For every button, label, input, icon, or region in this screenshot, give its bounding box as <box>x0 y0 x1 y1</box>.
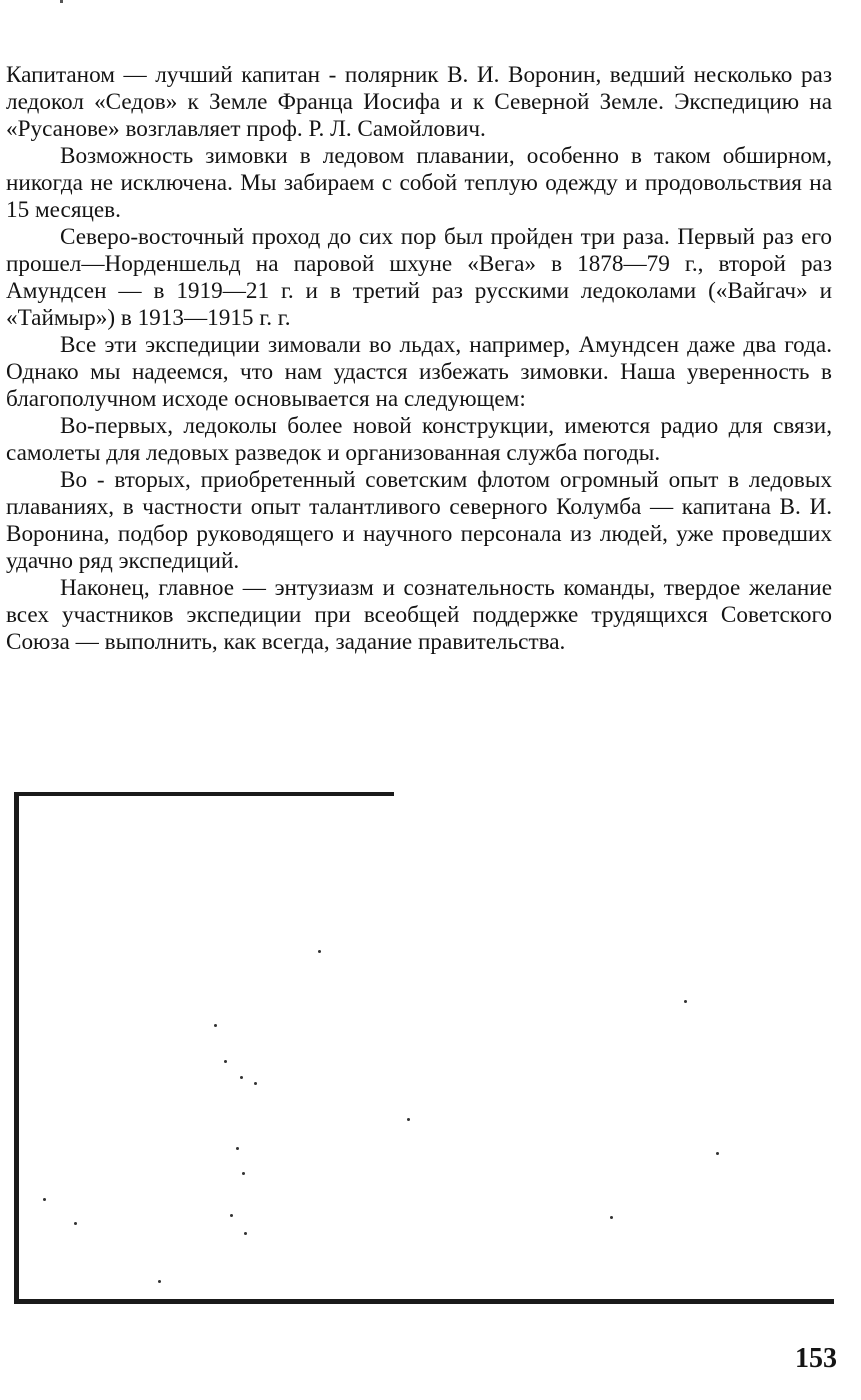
frame-bottom-rule <box>14 1299 834 1304</box>
print-speck <box>716 1152 719 1155</box>
print-speck <box>230 1214 233 1217</box>
paragraph-finally: Наконец, главное — энтузиазм и сознательность команды, твердое желание всех участников экспедиции при всеобщей поддержке трудящихся Советского Союза — выполнить, как всегда, задание правительства. <box>6 575 832 655</box>
print-speck <box>318 950 321 953</box>
print-speck <box>407 1118 410 1121</box>
page-number: 153 <box>795 1343 837 1374</box>
print-speck <box>158 1280 161 1283</box>
print-speck <box>236 1147 239 1150</box>
paragraph-secondly: Во - вторых, приобретенный советским флотом огромный опыт в ледовых плаваниях, в частности опыт талантливого северного Колумба — капитана В. И. Воронина, подбор руководящего и научного персонала из людей, уже проведших удачно ряд экспедиций. <box>6 467 832 574</box>
paragraph-wintering: Возможность зимовки в ледовом плавании, особенно в таком обширном, никогда не исключена. Мы забираем с собой теплую одежду и продовольствия на 15 месяцев. <box>6 143 832 223</box>
print-speck <box>74 1222 77 1225</box>
print-speck <box>224 1060 227 1063</box>
print-speck <box>214 1024 217 1027</box>
print-speck <box>240 1076 243 1079</box>
frame-left-rule <box>14 792 19 1304</box>
print-speck <box>60 0 63 3</box>
paragraph-expeditions-wintered: Все эти экспедиции зимовали во льдах, например, Амундсен даже два года. Однако мы надеемся, что нам удастся избежать зимовки. Наша уверенность в благополучном исходе основывается на следующем: <box>6 332 832 412</box>
paragraph-captain: Капитаном — лучший капитан - полярник В. И. Воронин, ведший несколько раз ледокол «Седов» к Земле Франца Иосифа и к Северной Земле. Экспедицию на «Русанове» возглавляет проф. Р. Л. Самойлович. <box>6 62 832 142</box>
paragraph-northeast-passage: Северо-восточный проход до сих пор был пройден три раза. Первый раз его прошел—Норденшельд на паровой шхуне «Вега» в 1878—79 г., второй раз Амундсен — в 1919—21 г. и в третий раз русскими ледоколами («Вайгач» и «Таймыр») в 1913—1915 г. г. <box>6 224 832 331</box>
print-speck <box>244 1232 247 1235</box>
print-speck <box>43 1198 46 1201</box>
blank-figure-frame <box>14 792 834 1304</box>
frame-top-rule <box>14 792 394 796</box>
print-speck <box>684 1000 687 1003</box>
print-speck <box>610 1216 613 1219</box>
print-speck <box>242 1172 245 1175</box>
print-speck <box>254 1082 257 1085</box>
paragraph-firstly: Во-первых, ледоколы более новой конструкции, имеются радио для связи, самолеты для ледовых разведок и организованная служба погоды. <box>6 413 832 466</box>
body-text <box>6 62 832 656</box>
